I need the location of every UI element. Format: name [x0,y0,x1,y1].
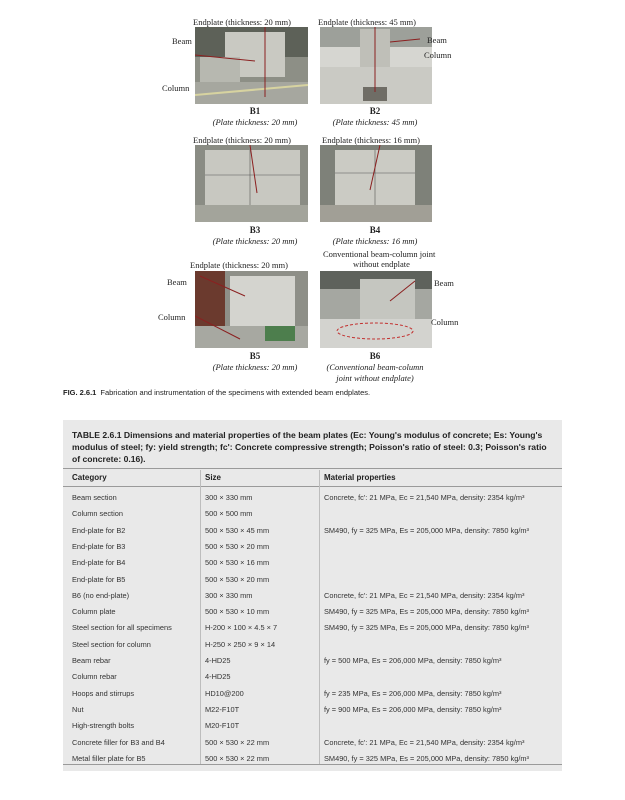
cell-size: 500 × 530 × 20 mm [205,574,270,584]
table-row [72,587,556,603]
figure-caption-text: Fabrication and instrumentation of the specimens with extended beam endplates. [100,388,371,397]
table-row [72,636,556,652]
cell-size: 500 × 530 × 22 mm [205,737,270,747]
cell-size: M20-F10T [205,721,240,731]
cell-size: 500 × 530 × 22 mm [205,753,270,763]
cell-size: 500 × 530 × 45 mm [205,525,270,535]
photo-b2-image [320,27,432,104]
header-size: Size [205,473,222,482]
cell-material: Concrete, fc': 21 MPa, Ec = 21,540 MPa, density: 2354 kg/m³ [324,737,525,747]
cell-size: 300 × 330 mm [205,590,253,600]
photo-b6 [320,271,432,348]
cell-category: Beam section [72,493,117,502]
b6-column-label: Column [431,317,459,327]
b5-endplate-label: Endplate (thickness: 20 mm) [190,260,288,270]
table-header-row [72,469,556,485]
table-row [72,554,556,570]
b6-subtitle-2: joint without endplate) [336,373,414,383]
table-row [72,685,556,701]
cell-category: Column rebar [72,672,117,682]
b6-beam-label: Beam [434,278,454,288]
photo-b1 [195,27,308,104]
figure-caption-number: FIG. 2.6.1 [63,388,97,397]
cell-category: End-plate for B2 [72,525,126,535]
cell-size: 4-HD25 [205,656,231,665]
b1-column-label: Column [162,83,190,93]
cell-category: End-plate for B4 [72,558,126,568]
table-row [72,619,556,635]
b3-subtitle: (Plate thickness: 20 mm) [212,236,298,246]
b6-heading-line2: without endplate [353,259,410,269]
cell-category: Column section [72,509,123,519]
photo-b6-image [320,271,432,348]
cell-category: Steel section for column [72,639,151,649]
b6-subtitle-1: (Conventional beam-column [326,362,424,372]
photo-b1-image [195,27,308,104]
photo-b2 [320,27,432,104]
header-material: Material properties [324,473,396,482]
cell-material: SM490, fy = 325 MPa, Es = 205,000 MPa, density: 7850 kg/m³ [324,525,529,535]
b2-endplate-label: Endplate (thickness: 45 mm) [318,17,416,27]
table-row [72,505,556,521]
cell-category: High-strength bolts [72,721,135,731]
cell-category: Column plate [72,607,116,617]
cell-size: H-200 × 100 × 4.5 × 7 [205,623,278,633]
cell-material: Concrete, fc': 21 MPa, Ec = 21,540 MPa, density: 2354 kg/m³ [324,493,525,502]
cell-size: 500 × 530 × 10 mm [205,607,270,617]
b2-beam-label: Beam [427,35,447,45]
b1-beam-label: Beam [172,36,192,46]
table-row [72,701,556,717]
cell-material: fy = 900 MPa, Es = 206,000 MPa, density: 7850 kg/m³ [324,704,502,714]
b5-beam-label: Beam [167,277,187,287]
cell-category: End-plate for B5 [72,574,126,584]
figure-caption [63,388,370,397]
cell-category: Hoops and stirrups [72,688,135,698]
header-category: Category [72,473,107,482]
cell-size: 500 × 530 × 20 mm [205,541,270,551]
cell-size: 300 × 330 mm [205,493,253,502]
cell-category: Concrete filler for B3 and B4 [72,737,165,747]
table-row [72,734,556,750]
b2-column-label: Column [424,50,452,60]
cell-category: End-plate for B3 [72,541,126,551]
table-row [72,571,556,587]
cell-category: Beam rebar [72,656,111,665]
photo-b5 [195,271,308,348]
table-row [72,668,556,684]
cell-category: B6 (no end-plate) [72,590,130,600]
b4-id: B4 [369,225,381,235]
b5-column-label: Column [158,312,186,322]
b2-subtitle: (Plate thickness: 45 mm) [332,117,418,127]
cell-material: SM490, fy = 325 MPa, Es = 205,000 MPa, density: 7850 kg/m³ [324,623,529,633]
cell-size: M22-F10T [205,704,240,714]
cell-material: Concrete, fc': 21 MPa, Ec = 21,540 MPa, density: 2354 kg/m³ [324,590,525,600]
cell-size: 500 × 500 mm [205,509,253,519]
cell-material: fy = 235 MPa, Es = 206,000 MPa, density: 7850 kg/m³ [324,688,502,698]
b5-id: B5 [249,351,261,361]
table-bottom-rule [63,764,562,765]
b3-endplate-label: Endplate (thickness: 20 mm) [193,135,291,145]
table-header-rule [63,486,562,487]
table-row [72,717,556,733]
b6-id: B6 [369,351,381,361]
b1-endplate-label: Endplate (thickness: 20 mm) [193,17,291,27]
cell-material: SM490, fy = 325 MPa, Es = 205,000 MPa, density: 7850 kg/m³ [324,753,529,763]
b4-endplate-label: Endplate (thickness: 16 mm) [322,135,420,145]
cell-size: 4-HD25 [205,672,231,682]
table-row [72,538,556,554]
cell-material: SM490, fy = 325 MPa, Es = 205,000 MPa, density: 7850 kg/m³ [324,607,529,617]
cell-material: fy = 500 MPa, Es = 206,000 MPa, density: 7850 kg/m³ [324,656,502,665]
table-caption: TABLE 2.6.1 Dimensions and material properties of the beam plates (Ec: Young's modulus of concrete; Es: Young's modulus of steel; fy: yield strength; fc': Concrete compressive strength; Poisson's ratio of steel: 0.3; Poisson's ratio of concrete: 0.16). [72,430,547,464]
b2-id: B2 [369,106,381,116]
table-row [72,489,556,505]
b1-id: B1 [249,106,261,116]
photo-b5-image [195,271,308,348]
cell-category: Steel section for all specimens [72,623,172,633]
cell-size: HD10@200 [205,688,244,698]
table-row [72,603,556,619]
b3-id: B3 [249,225,261,235]
photo-b4-image [320,145,432,222]
cell-category: Metal filler plate for B5 [72,753,146,763]
cell-size: H-250 × 250 × 9 × 14 [205,639,276,649]
cell-size: 500 × 530 × 16 mm [205,558,270,568]
photo-b3-image [195,145,308,222]
photo-b4 [320,145,432,222]
b1-subtitle: (Plate thickness: 20 mm) [212,117,298,127]
table-row [72,652,556,668]
b4-subtitle: (Plate thickness: 16 mm) [332,236,418,246]
photo-b3 [195,145,308,222]
b6-heading-line1: Conventional beam-column joint [323,249,436,259]
b5-subtitle: (Plate thickness: 20 mm) [212,362,298,372]
table-row [72,522,556,538]
cell-category: Nut [72,704,84,714]
